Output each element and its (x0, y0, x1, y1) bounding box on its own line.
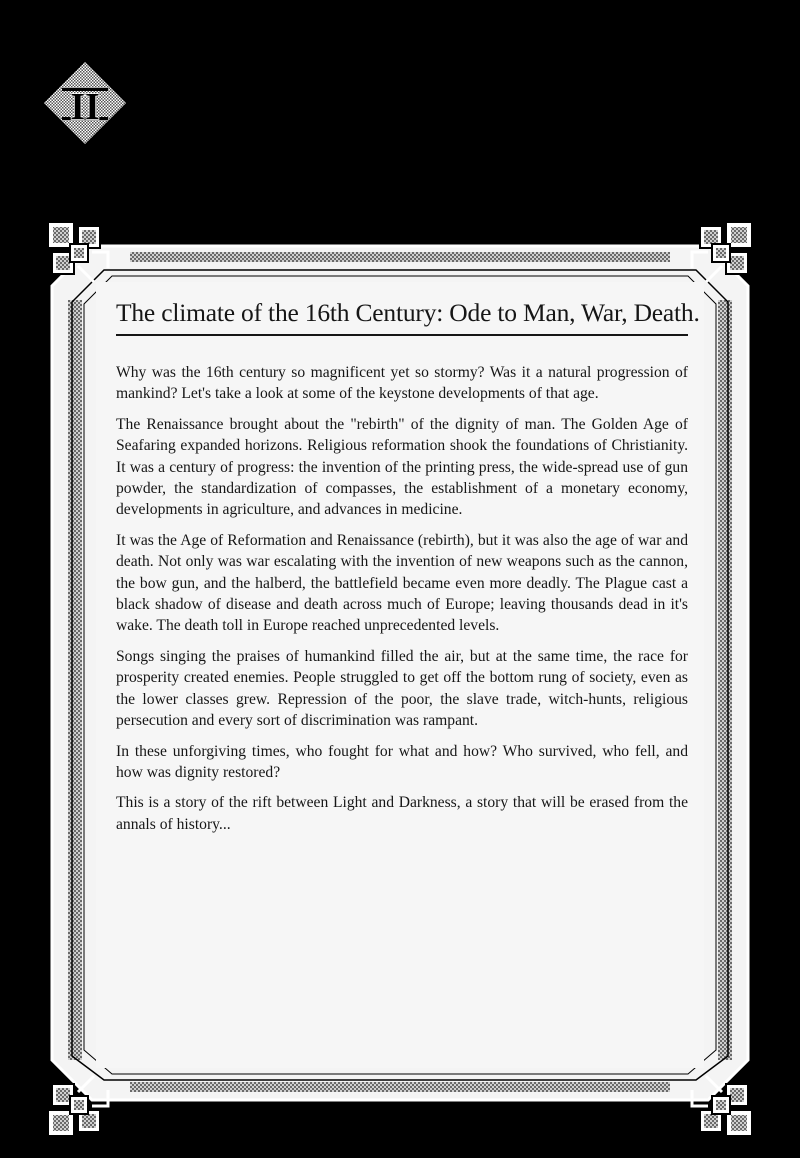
chapter-numeral: II (70, 86, 100, 128)
paragraph-intro: Why was the 16th century so magnificent yet so stormy? Was it a natural progression of mankind? Let's take a look at some of the keystone developments of that age. (116, 364, 688, 403)
paragraph-war-death: It was the Age of Reformation and Renaissance (rebirth), but it was also the age of war and death. Not only was war escalating with the invention of new weapons such as the cannon, the bow gun, and the halberd, the battlefield became even more deadly. The Plague cast a black shadow of disease and death across much of Europe; leaving thousands dead in it's wake. The death toll in Europe reached unprecedented levels. (116, 531, 688, 635)
article (116, 296, 700, 844)
article-title: The climate of the 16th Century: Ode to Man, War, Death. (116, 296, 688, 336)
paragraph-questions: In these unforgiving times, who fought for what and how? Who survived, who fell, and how was dignity restored? (116, 742, 688, 781)
paragraph-renaissance: The Renaissance brought about the "rebirth" of the dignity of man. The Golden Age of Seafaring expanded horizons. Religious reformation shook the foundations of Christianity. It was a century of progress: the invention of the printing press, the wide-spread use of gun powder, the standardization of compasses, the establishment of a monetary economy, developments in agriculture, and advances in medicine. (116, 415, 688, 519)
paragraph-closing: This is a story of the rift between Light and Darkness, a story that will be erased from the annals of history... (116, 794, 688, 833)
paragraph-society: Songs singing the praises of humankind filled the air, but at the same time, the race for prosperity created enemies. People struggled to get off the bottom rung of society, even as the lower classes grew. Repression of the poor, the slave trade, witch-hunts, religious persecution and every sort of discrimination was rampant. (116, 647, 688, 730)
